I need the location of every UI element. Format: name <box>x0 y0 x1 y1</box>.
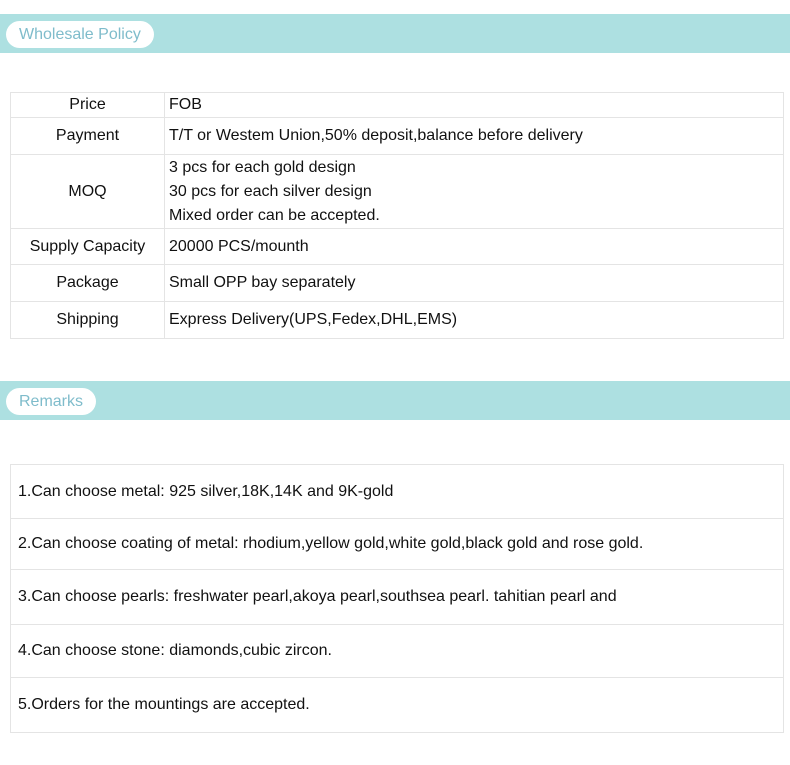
policy-value-line: T/T or Westem Union,50% deposit,balance before delivery <box>169 127 583 144</box>
wholesale-policy-table <box>10 92 784 339</box>
remark-item: 5.Orders for the mountings are accepted. <box>18 696 310 713</box>
policy-label: MOQ <box>11 155 165 229</box>
policy-value-line: 20000 PCS/mounth <box>169 237 309 255</box>
policy-value-line: Mixed order can be accepted. <box>169 206 380 224</box>
policy-label: Payment <box>11 118 165 155</box>
policy-row <box>11 302 784 339</box>
remark-item: 4.Can choose stone: diamonds,cubic zircon. <box>11 625 783 678</box>
policy-value-line: Small OPP bay separately <box>169 274 356 291</box>
policy-label: Package <box>11 265 165 302</box>
remarks-header-band <box>0 381 790 420</box>
remarks-list <box>10 464 784 733</box>
policy-row <box>11 155 784 229</box>
policy-label: Shipping <box>11 302 165 339</box>
policy-row <box>11 93 784 118</box>
wholesale-policy-title: Wholesale Policy <box>6 21 154 48</box>
policy-value <box>165 302 784 339</box>
policy-value <box>165 118 784 155</box>
remark-item: 1.Can choose metal: 925 silver,18K,14K and 9K-gold <box>11 465 783 519</box>
policy-value-line: 3 pcs for each gold design <box>169 158 356 176</box>
policy-row <box>11 118 784 155</box>
policy-value <box>165 265 784 302</box>
policy-value-line: 30 pcs for each silver design <box>169 182 372 200</box>
remark-item: 2.Can choose coating of metal: rhodium,yellow gold,white gold,black gold and rose gold. <box>11 519 783 570</box>
policy-value <box>165 155 784 229</box>
remark-item: 3.Can choose pearls: freshwater pearl,akoya pearl,southsea pearl. tahitian pearl and <box>11 570 783 625</box>
policy-label: Price <box>11 93 165 118</box>
policy-row <box>11 229 784 265</box>
policy-value-line: FOB <box>169 96 202 113</box>
wholesale-policy-header-band <box>0 14 790 53</box>
policy-value <box>165 229 784 265</box>
policy-label: Supply Capacity <box>11 229 165 265</box>
remarks-title: Remarks <box>6 388 96 415</box>
policy-value <box>165 93 784 118</box>
policy-row <box>11 265 784 302</box>
policy-value-line: Express Delivery(UPS,Fedex,DHL,EMS) <box>169 311 458 328</box>
